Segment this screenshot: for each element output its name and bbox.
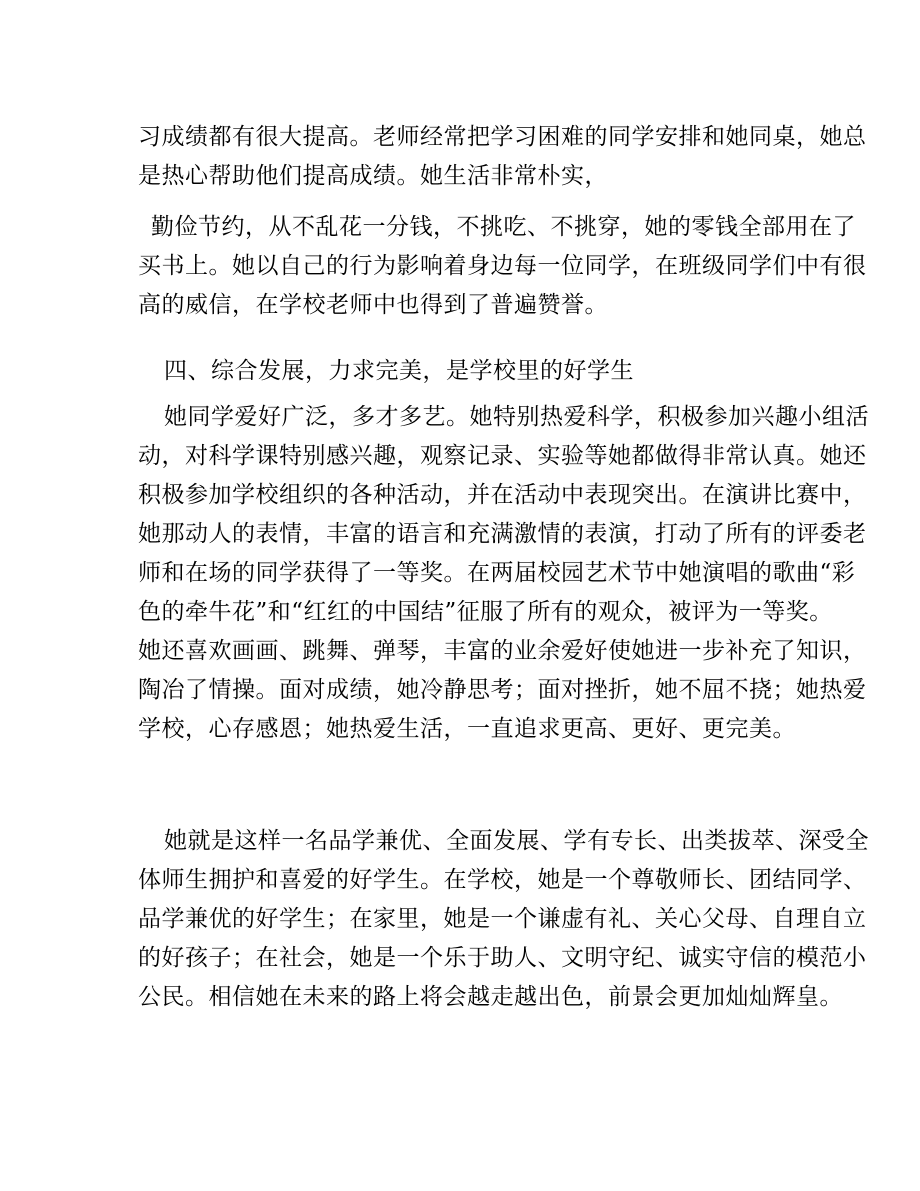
text-line: 习成绩都有很大提高。老师经常把学习困难的同学安排和她同桌，她总: [138, 124, 867, 150]
text-line: 积极参加学校组织的各种活动，并在活动中表现突出。在演讲比赛中，: [138, 482, 867, 508]
paragraph-4: [138, 398, 869, 749]
text-line: 陶冶了情操。面对成绩，她冷静思考；面对挫折，她不屈不挠；她热爱: [138, 677, 867, 703]
text-line: 色的牵牛花”和“红红的中国结”征服了所有的观众，被评为一等奖。: [138, 599, 833, 625]
text-line: 动，对科学课特别感兴趣，观察记录、实验等她都做得非常认真。她还: [138, 443, 867, 469]
text-line: 体师生拥护和喜爱的好学生。在学校，她是一个尊敬师长、团结同学、: [138, 867, 867, 893]
paragraph-5: [138, 822, 869, 1017]
text-line: 学校，心存感恩；她热爱生活，一直追求更高、更好、更完美。: [138, 716, 796, 742]
text-line: 她还喜欢画画、跳舞、弹琴，丰富的业余爱好使她进一步补充了知识，: [138, 638, 867, 664]
text-line: 她同学爱好广泛，多才多艺。她特别热爱科学，积极参加兴趣小组活: [164, 404, 869, 430]
text-line: 公民。相信她在未来的路上将会越走越出色，前景会更加灿灿辉皇。: [138, 984, 843, 1010]
heading-text: 四、综合发展，力求完美，是学校里的好学生: [164, 358, 634, 384]
text-line: 买书上。她以自己的行为影响着身边每一位同学，在班级同学们中有很: [138, 253, 867, 279]
text-line: 高的威信，在学校老师中也得到了普遍赞誉。: [138, 292, 608, 318]
text-line: 是热心帮助他们提高成绩。她生活非常朴实，: [138, 163, 608, 189]
text-line: 她那动人的表情，丰富的语言和充满激情的表演，打动了所有的评委老: [138, 521, 867, 547]
paragraph-2: [138, 208, 867, 325]
text-line: 品学兼优的好学生；在家里，她是一个谦虚有礼、关心父母、自理自立: [138, 906, 867, 932]
text-line: 师和在场的同学获得了一等奖。在两届校园艺术节中她演唱的歌曲“彩: [138, 560, 856, 586]
text-line: 她就是这样一名品学兼优、全面发展、学有专长、出类拔萃、深受全: [164, 828, 869, 854]
text-line: 勤俭节约，从不乱花一分钱，不挑吃、不挑穿，她的零钱全部用在了: [151, 214, 856, 240]
section-heading: [138, 352, 798, 391]
text-line: 的好孩子；在社会，她是一个乐于助人、文明守纪、诚实守信的模范小: [138, 945, 867, 971]
paragraph-1: [138, 118, 867, 196]
